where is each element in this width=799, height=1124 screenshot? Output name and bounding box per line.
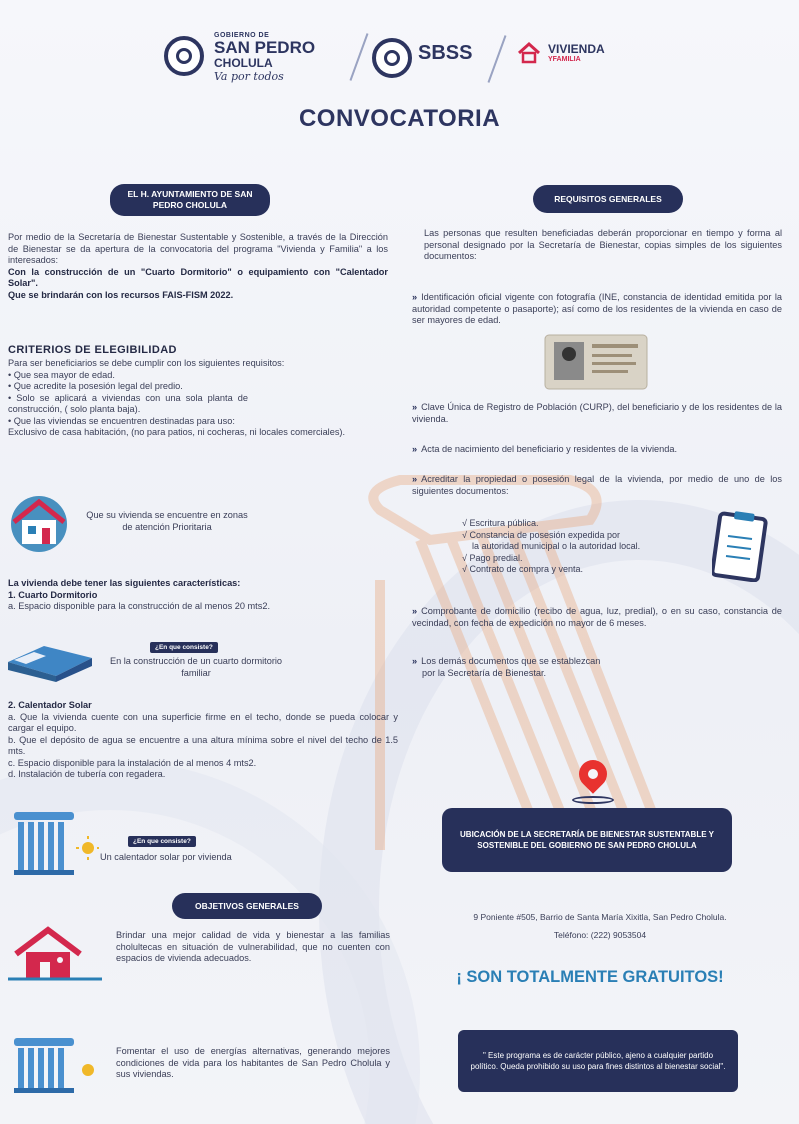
requisito-1: Identificación oficial vigente con fotografía (INE, constancia de identidad emitida por la autoridad competente o pasaporte); así como de los residentes de la vivienda en caso de ser mayores de edad. (412, 292, 782, 325)
family-house-icon (8, 926, 104, 982)
cuarto-descripcion: En la construcción de un cuarto dormitorio familiar (109, 656, 283, 678)
intro-bold-text-2: Que se brindarán con los recursos FAIS-FISM 2022. (8, 289, 234, 300)
flyer-page: GOBIERNO DE SAN PEDRO CHOLULA Va por todos SBSS VIVIENDA YFAMILIA CONVOCATORIA EL H. AYUNTAMIENTO DE SAN PEDRO CHOLULA Por medio de la Secretaría de Bienestar Sustentable y Sostenible, a través de la Dirección de Bienestar se da apertura de la convocatoria del programa "Vivienda y Familia" a los interesados: Con la construcción de un "Cuarto Dormitorio" o equipamiento con "Calentador Solar". Que se brindarán con los recursos FAIS-FISM 2022. CRITERIOS DE ELEGIBILIDAD Para ser beneficiarios se debe cumplir con los siguientes requisitos: • Que sea mayor de edad. • Que acredite la posesión legal del predio. • Solo se aplicará a viviendas con una sola planta de construcción, ( solo planta baja). • Que las viviendas se encuentren destinadas para uso: Exclusivo de casa habitación, (no para patios, ni cocheras, ni locales comerciales). Que su vivienda se encuentre en zonas de atención Prioritaria La vivienda debe tener las siguientes características: 1. Cuarto Dormitorio a. Espacio disponible para la construcción de al menos 20 mts2. ¿En que consiste? En la construcción de un cuarto dormitorio familiar 2. Calentador Solar a. Que la vivienda cuente con una superficie firme en el techo, donde se pueda colocar y cargar el equipo. b. Que el depósito de agua se encuentre a una altura mínima sobre el nivel del techo de 1.5 mts. c. Espacio disponible para la instalación de al menos 4 mts2. d. Instalación de tubería con regadera. ¿En que consiste? Un calentador solar por vivienda OBJETIVOS GENERALES Brindar una mejor calidad de vida y bienestar a las familias cholultecas en situación de vulnerabilidad, que no cuenten con espacios de vivienda adecuados. Fomentar el uso de energías alternativas, generando mejores condiciones de vida para los habitantes de San Pedro Cholula y sus viviendas. REQUISITOS GENERALES Las personas que resulten beneficiadas deberán proporcionar en tiempo y forma al personal designado por la Secretaría de Bienestar, copias simples de los siguientes documentos: » Identificación oficial vigente con fotografía (INE, constancia de identidad emitida por la autoridad competente o pasaporte); así como de los residentes de la vivienda en caso de ser mayores de edad. » Clave Única de Registro de Población (CURP), del beneficiario y de los residentes de la vivienda. » Acta de nacimiento del beneficiario y residentes de la vivienda. » Acreditar la propiedad o posesión legal de la vivienda, por medio de uno de los siguientes documentos: √ Escritura pública. √ Constancia de posesión expedida por la autoridad municipal o la autoridad local. √ Pago predial. √ Contrato de compra y venta. » Comprobante de domicilio (recibo de agua, luz, predial), o en su caso, constancia de vecindad, con fecha de expedición no mayor de 6 meses. » Los demás documentos que se establezcan por la Secretaría de Bienestar. UBICACIÓN DE LA SECRETARÍA DE BIENESTAR SUSTENTABLE Y SOSTENIBLE DEL GOBIERNO DE SAN PEDRO CHOLULA 9 Poniente #505, Barrio de Santa María Xixitla, San Pedro Cholula. Teléfono: (222) 9053504 ¡ SON TOTALMENTE GRATUITOS! " Este programa es de carácter público, ajeno a cualquier partido político. Queda prohibido su uso para fines distintos al bienestar social". (0, 0, 799, 1124)
documentos-lista (462, 518, 640, 576)
gratuitos-heading: ¡ SON TOTALMENTE GRATUITOS! (456, 968, 724, 986)
cuarto-heading: 1. Cuarto Dormitorio (8, 589, 98, 600)
calentador-descripcion: Un calentador solar por vivienda (100, 852, 232, 862)
documento-item: la autoridad municipal o la autoridad local. (472, 541, 641, 551)
objetivo-1: Brindar una mejor calidad de vida y bienestar a las familias cholultecas en situación de vulnerabilidad, que no cuenten con espacios de vivienda adecuados. (116, 930, 390, 963)
requisito-6: Los demás documentos que se establezcan (421, 656, 601, 666)
ubicacion-box: UBICACIÓN DE LA SECRETARÍA DE BIENESTAR SUSTENTABLE Y SOSTENIBLE DEL GOBIERNO DE SAN PEDRO CHOLULA (442, 808, 732, 872)
direccion-text: 9 Poniente #505, Barrio de Santa María Xixitla, San Pedro Cholula. (473, 912, 727, 922)
gov-big-label: SAN PEDRO (214, 38, 316, 57)
criterio-item: Exclusivo de casa habitación, (no para patios, ni cocheras, ni locales comerciales). (8, 427, 346, 437)
criterios-heading: CRITERIOS DE ELEGIBILIDAD (8, 344, 177, 356)
sbss-seal-icon (372, 38, 412, 78)
clipboard-icon (712, 510, 768, 582)
calentador-heading: 2. Calentador Solar (8, 700, 92, 710)
gov-small-label: GOBIERNO DE (214, 32, 270, 39)
divider (488, 35, 507, 83)
en-que-consiste-tag-2: ¿En que consiste? (128, 836, 196, 847)
requisito-6-cont: por la Secretaría de Bienestar. (422, 667, 547, 678)
calentador-item: d. Instalación de tubería con regadera. (8, 769, 166, 779)
ayuntamiento-pill: EL H. AYUNTAMIENTO DE SAN PEDRO CHOLULA (110, 184, 270, 216)
objetivo-2: Fomentar el uso de energías alternativas, generando mejores condiciones de vida para los habitantes de San Pedro Cholula y sus viviendas. (116, 1046, 390, 1079)
solar-heater-icon (10, 808, 100, 878)
id-card-icon (544, 334, 648, 390)
calentador-item: a. Que la vivienda cuente con una superficie firme en el techo, donde se pueda colocar y cargar el equipo. (8, 711, 398, 733)
requisito-2: Clave Única de Registro de Población (CURP), del beneficiario y de los residentes de la vivienda. (412, 402, 782, 424)
bed-icon (4, 632, 96, 682)
house-icon (6, 492, 72, 552)
requisito-3: Acta de nacimiento del beneficiario y residentes de la vivienda. (421, 444, 677, 454)
intro-bold-text: Con la construcción de un "Cuarto Dormitorio" o equipamiento con "Calentador Solar". (8, 266, 388, 288)
criterio-item: • Que las viviendas se encuentren destinadas para uso: (8, 415, 235, 426)
requisito-4: Acreditar la propiedad o posesión legal de la vivienda, por medio de uno de los siguientes documentos: (412, 474, 782, 496)
cuarto-item: a. Espacio disponible para la construcción de al menos 20 mts2. (8, 601, 270, 611)
divider (350, 33, 369, 81)
solar-heater-icon-2 (10, 1034, 100, 1096)
aviso-legal: " Este programa es de carácter público, ajeno a cualquier partido político. Queda prohibido su uso para fines distintos al bienestar social". (458, 1030, 738, 1092)
municipal-seal-icon (164, 36, 204, 76)
vivienda-house-icon (516, 40, 542, 66)
criterio-item: • Que acredite la posesión legal del predio. (8, 381, 183, 391)
calentador-item: b. Que el depósito de agua se encuentre a una altura mínima sobre el nivel del techo de 1.5 mts. (8, 734, 398, 756)
criterios-intro: Para ser beneficiarios se debe cumplir con los siguientes requisitos: (8, 358, 285, 368)
caracteristicas-heading: La vivienda debe tener las siguientes características: (8, 578, 241, 588)
en-que-consiste-tag: ¿En que consiste? (150, 642, 218, 653)
header-logos (160, 24, 640, 104)
requisito-5: Comprobante de domicilio (recibo de agua, luz, predial), o en su caso, constancia de vecindad, con fecha de expedición no mayor de 6 meses. (412, 606, 782, 628)
gov-slogan: Va por todos (214, 70, 284, 83)
zona-text: Que su vivienda se encuentre en zonas de atención Prioritaria (86, 510, 248, 532)
documento-item: √ Pago predial. (462, 552, 523, 563)
telefono-text: Teléfono: (222) 9053504 (553, 930, 647, 940)
calentador-item: c. Espacio disponible para la instalación de al menos 4 mts2. (8, 757, 257, 768)
yfamilia-logo-text: YFAMILIA (548, 56, 581, 63)
sbss-logo-text: SBSS (418, 42, 473, 64)
objetivos-pill: OBJETIVOS GENERALES (172, 893, 322, 919)
gov-mid-label: CHOLULA (214, 56, 273, 70)
location-pin-base (572, 796, 614, 804)
requisitos-intro: Las personas que resulten beneficiadas deberán proporcionar en tiempo y forma al personal designado por la Secretaría de Bienestar, copias simples de los siguientes documentos: (424, 228, 782, 261)
documento-item: √ Escritura pública. (462, 518, 539, 528)
documento-item: √ Contrato de compra y venta. (462, 564, 583, 574)
intro-text: Por medio de la Secretaría de Bienestar Sustentable y Sostenible, a través de la Dirección de Bienestar se da apertura de la convocatoria del programa "Vivienda y Familia" a los interesados: (8, 232, 388, 265)
vivienda-logo-text: VIVIENDA (548, 42, 605, 56)
documento-item: √ Constancia de posesión expedida por (462, 529, 621, 540)
requisitos-pill: REQUISITOS GENERALES (533, 185, 683, 213)
criterio-item: • Solo se aplicará a viviendas con una sola planta de construcción, ( solo planta baja). (8, 392, 248, 414)
page-title: CONVOCATORIA (298, 105, 501, 132)
criterio-item: • Que sea mayor de edad. (8, 369, 115, 380)
